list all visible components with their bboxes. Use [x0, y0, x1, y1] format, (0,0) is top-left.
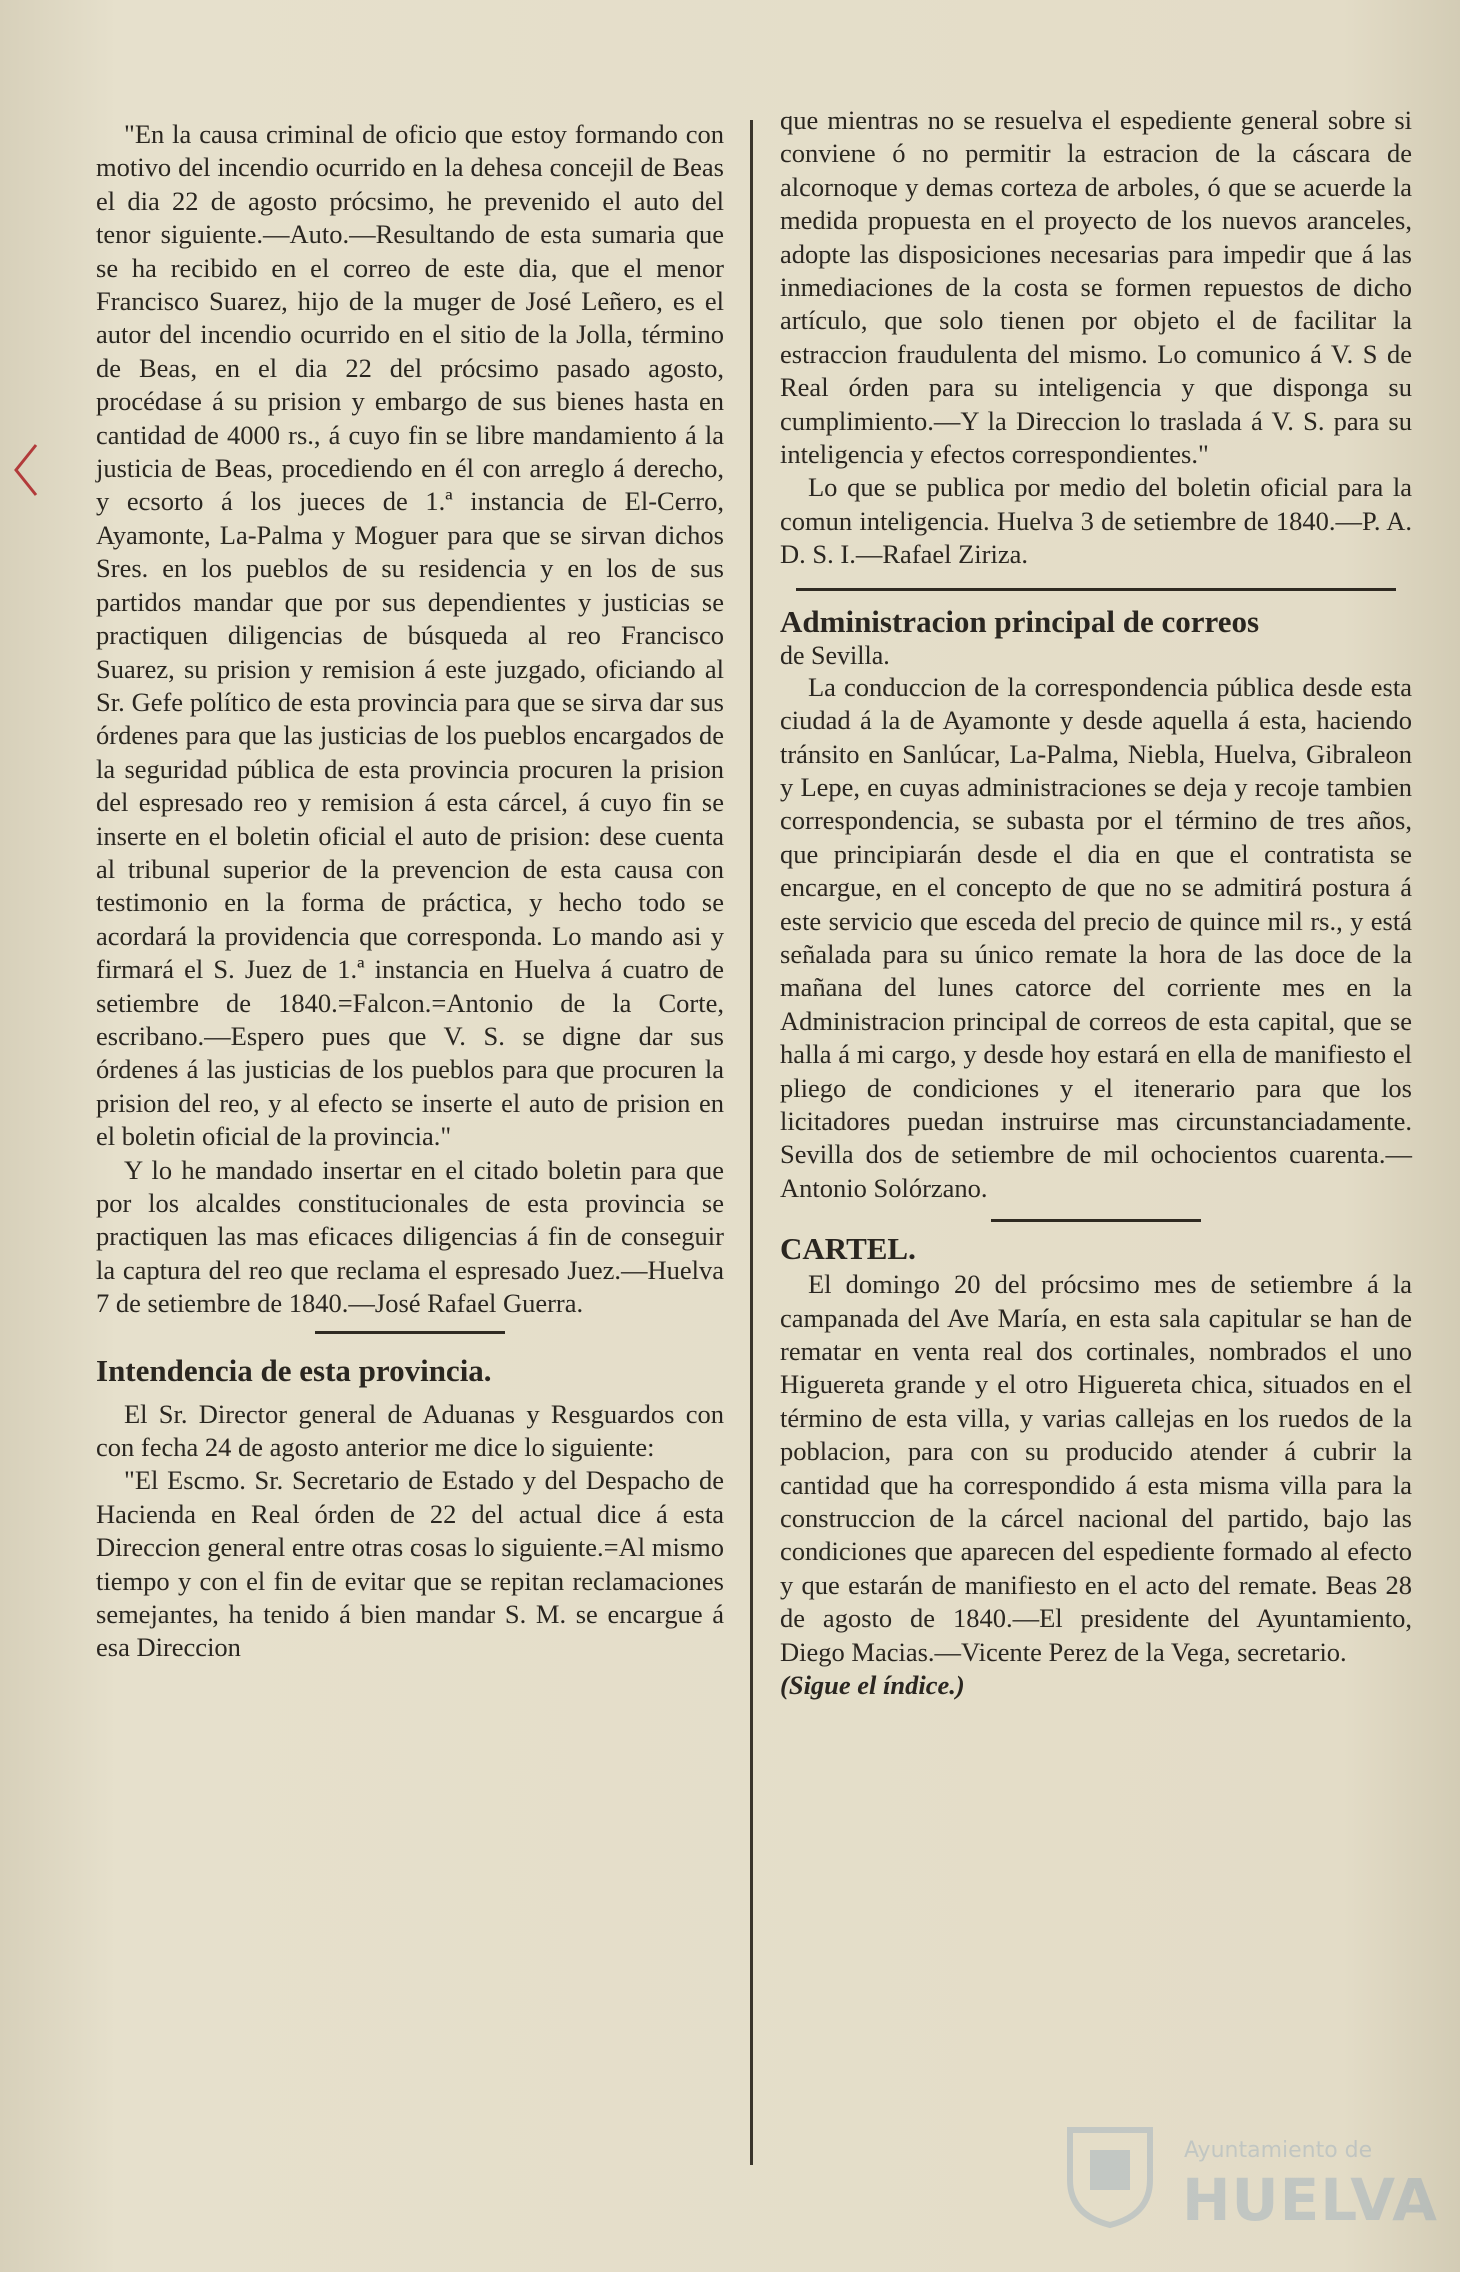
correos-title: Administracion principal de correos: [780, 603, 1260, 639]
crest-icon: [1060, 2120, 1160, 2230]
intendencia-paragraph: "El Escmo. Sr. Secretario de Estado y del Despacho de Hacienda en Real órden de 22 del actual dice á esta Direccion general entre otras cosas lo siguiente.=Al mismo tiempo y con el fin de evitar que se repitan reclamaciones semejantes, ha tenido á bien mandar S. M. se encargue á esa Direccion: [96, 1465, 724, 1663]
intendencia-title: Intendencia de esta provincia.: [96, 1352, 492, 1388]
left-column: [96, 118, 724, 1665]
hacienda-continuation-paragraph: que mientras no se resuelva el espediente general sobre si conviene ó no permitir la estracion de la cáscara de alcornoque y demas corteza de arboles, ó que se acuerde la medida propuesta en el proyecto de los nuevos aranceles, adopte las disposiciones necesarias para impedir que á las inmediaciones de la costa se formen repuestos de dicho artículo, que solo tienen por objeto el de facilitar la estraccion fraudulenta del mismo. Lo comunico á V. S de Real órden para su inteligencia y que disponga su cumplimiento.—Y la Direccion lo traslada á V. S. para su inteligencia y efectos correspondientes.": [780, 105, 1412, 470]
cartel-paragraph: El domingo 20 del prócsimo mes de setiembre á la campanada del Ave María, en esta sala capitular se han de rematar en venta real dos cortinales, nombrados el uno Higuereta grande y el otro Higuereta chica, situados en el término de esta villa, y varias callejas en los ruedos de la poblacion, para con su producido atender á cubrir la cantidad que ha correspondido á esta misma villa para la construccion de la cárcel nacional del partido, bajo las condiciones que aparecen del espediente formado al efecto y que estarán de manifiesto en el acto del remate. Beas 28 de agosto de 1840.—El presidente del Ayuntamiento, Diego Macias.—Vicente Perez de la Vega, secretario.: [780, 1269, 1412, 1667]
section-rule: [315, 1331, 505, 1334]
watermark-line2: HUELVA: [1182, 2166, 1439, 2234]
margin-pen-mark: [6, 440, 46, 500]
court-auto-paragraph: "En la causa criminal de oficio que estoy formando con motivo del incendio ocurrido en la dehesa concejil de Beas el dia 22 de agosto prócsimo, he prevenido el auto del tenor siguiente.—Auto.—Resultando de esta sumaria que se ha recibido en el correo de este dia, que el menor Francisco Suarez, hijo de la muger de José Leñero, es el autor del incendio ocurrido en el sitio de la Jolla, término de Beas, en el dia 22 del prócsimo pasado agosto, procédase á su prision y embargo de sus bienes hasta en cantidad de 4000 rs., á cuyo fin se libre mandamiento á la justicia de Beas, procediendo en él con arreglo á derecho, y ecsorto á los jueces de 1.ª instancia de El-Cerro, Ayamonte, La-Palma y Moguer para que se sirvan dichos Sres. en los pueblos de su residencia y en los de sus partidos mandar que por sus dependientes y justicias se practiquen diligencias de búsqueda al reo Francisco Suarez, su prision y remision á este juzgado, oficiando al Sr. Gefe político de esta provincia para que se sirva dar sus órdenes para que las justicias de los pueblos encargados de la seguridad pública de esta provincia procuren la prision del espresado reo y remision á esta cárcel, á cuyo fin se inserte en el boletin oficial el auto de prision: dese cuenta al tribunal superior de la prevencion de esta causa con testimonio en la forma de práctica, y hecho todo se acordará la providencia que corresponda. Lo mando asi y firmará el S. Juez de 1.ª instancia en Huelva á cuatro de setiembre de 1840.=Falcon.=Antonio de la Corte, escribano.—Espero pues que V. S. se digne dar sus órdenes á las justicias de los pueblos para que procuren la prision del reo, y al efecto se inserte el auto de prision en el boletin oficial de la provincia.": [96, 119, 724, 1152]
continuation-note: (Sigue el índice.): [780, 1670, 965, 1701]
right-column: [780, 104, 1412, 1702]
watermark-line1: Ayuntamiento de: [1184, 2138, 1373, 2163]
cartel-title: CARTEL.: [780, 1231, 916, 1267]
column-divider: [750, 120, 753, 2165]
section-rule: [796, 588, 1396, 591]
section-rule: [991, 1219, 1201, 1222]
publication-notice-paragraph: Lo que se publica por medio del boletin oficial para la comun inteligencia. Huelva 3 de setiembre de 1840.—P. A. D. S. I.—Rafael Ziriza.: [780, 472, 1412, 570]
correos-subtitle: de Sevilla.: [780, 640, 890, 670]
court-order-paragraph: Y lo he mandado insertar en el citado boletin para que por los alcaldes constitucionales de esta provincia se practiquen las mas eficaces diligencias á fin de conseguir la captura del reo que reclama el espresado Juez.—Huelva 7 de setiembre de 1840.—José Rafael Guerra.: [96, 1154, 724, 1319]
correos-paragraph: La conduccion de la correspondencia pública desde esta ciudad á la de Ayamonte y desde aquella á esta, haciendo tránsito en Sanlúcar, La-Palma, Niebla, Huelva, Gibraleon y Lepe, en cuyas administraciones se deja y recoje tambien correspondencia, se subasta por el término de tres años, que principiarán desde el dia en que el contratista se encargue, en el concepto de que no se admitirá postura á este servicio que esceda del precio de quince mil rs., y está señalada para su único remate la hora de las doce de la mañana del lunes catorce del corriente mes en la Administracion principal de correos de esta capital, que se halla á mi cargo, y desde hoy estará en ella de manifiesto el pliego de condiciones y el itenerario para que los licitadores puedan instruirse mas circunstanciadamente. Sevilla dos de setiembre de mil ochocientos cuarenta.—Antonio Solórzano.: [780, 671, 1412, 1203]
archive-watermark: [1060, 2120, 1439, 2240]
intendencia-paragraph: El Sr. Director general de Aduanas y Resguardos con con fecha 24 de agosto anterior me dice lo siguiente:: [96, 1398, 724, 1463]
